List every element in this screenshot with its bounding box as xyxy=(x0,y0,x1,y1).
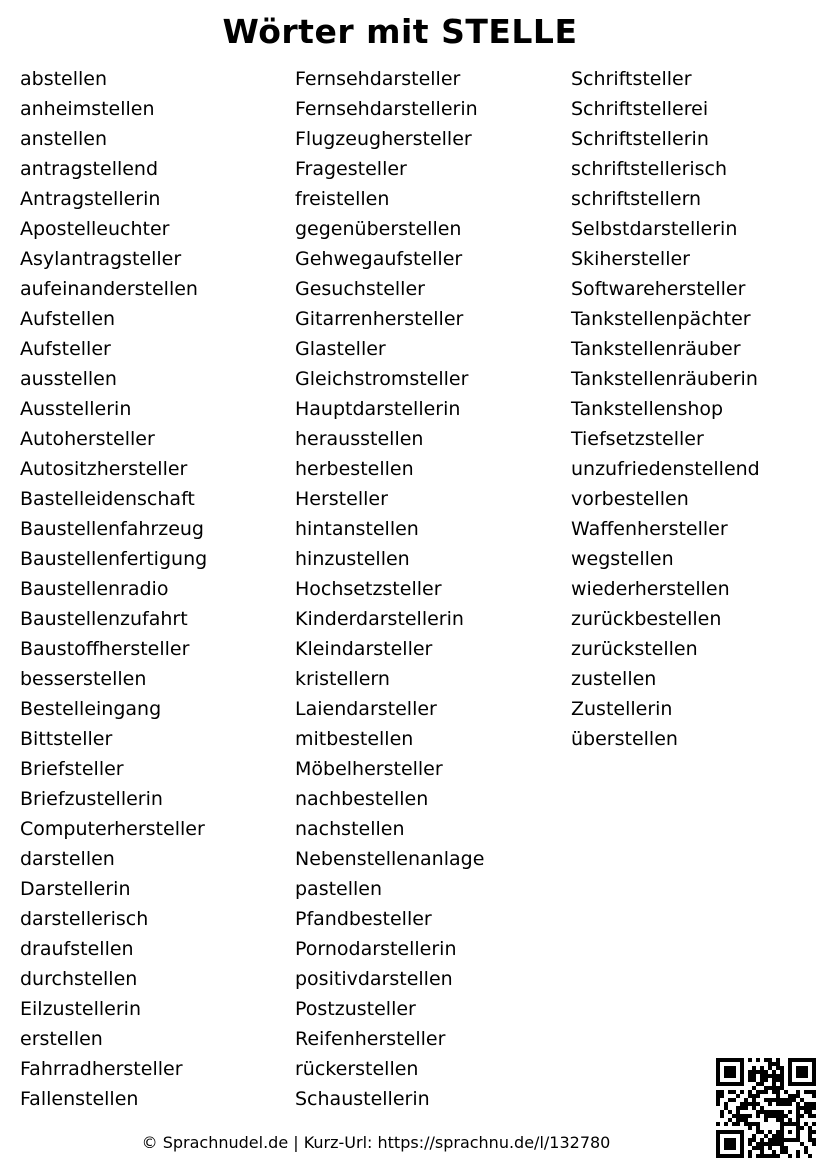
word-item: Flugzeughersteller xyxy=(295,128,472,150)
word-item: nachstellen xyxy=(295,818,405,840)
word-item: Tankstellenshop xyxy=(571,398,724,420)
word-item: gegenüberstellen xyxy=(295,218,462,240)
word-item: Schriftsteller xyxy=(571,68,692,90)
word-item: schriftstellerisch xyxy=(571,158,728,180)
word-item: aufeinanderstellen xyxy=(20,278,198,300)
word-item: Hersteller xyxy=(295,488,388,510)
word-item: Briefzustellerin xyxy=(20,788,163,810)
word-item: Zustellerin xyxy=(571,698,673,720)
word-item: Hochsetzsteller xyxy=(295,578,442,600)
word-item: pastellen xyxy=(295,878,383,900)
word-item: Autohersteller xyxy=(20,428,155,450)
word-item: Gitarrenhersteller xyxy=(295,308,464,330)
word-item: Baustoffhersteller xyxy=(20,638,190,660)
word-item: Baustellenradio xyxy=(20,578,169,600)
word-item: Fallenstellen xyxy=(20,1088,139,1110)
word-item: schriftstellern xyxy=(571,188,702,210)
word-item: Schriftstellerei xyxy=(571,98,709,120)
word-item: Autositzhersteller xyxy=(20,458,188,480)
word-item: Aufsteller xyxy=(20,338,111,360)
word-item: Softwarehersteller xyxy=(571,278,746,300)
word-item: Fahrradhersteller xyxy=(20,1058,183,1080)
word-item: Selbstdarstellerin xyxy=(571,218,738,240)
word-item: Möbelhersteller xyxy=(295,758,443,780)
word-item: wegstellen xyxy=(571,548,674,570)
word-item: nachbestellen xyxy=(295,788,429,810)
word-column-1 xyxy=(20,64,207,1114)
word-item: Fragesteller xyxy=(295,158,407,180)
word-item: Postzusteller xyxy=(295,998,416,1020)
word-item: Baustellenzufahrt xyxy=(20,608,188,630)
word-item: kristellern xyxy=(295,668,390,690)
word-item: anstellen xyxy=(20,128,108,150)
qr-code-icon xyxy=(716,1058,816,1158)
word-item: Antragstellerin xyxy=(20,188,161,210)
word-item: Bastelleidenschaft xyxy=(20,488,195,510)
word-item: Tankstellenräuberin xyxy=(571,368,758,390)
word-item: Computerhersteller xyxy=(20,818,205,840)
word-item: Pfandbesteller xyxy=(295,908,432,930)
word-item: Nebenstellenanlage xyxy=(295,848,485,870)
word-item: Tankstellenpächter xyxy=(571,308,751,330)
word-item: antragstellend xyxy=(20,158,159,180)
word-item: vorbestellen xyxy=(571,488,689,510)
word-item: Ausstellerin xyxy=(20,398,132,420)
word-item: positivdarstellen xyxy=(295,968,453,990)
word-item: Kleindarsteller xyxy=(295,638,433,660)
word-item: Schriftstellerin xyxy=(571,128,709,150)
word-item: Bestelleingang xyxy=(20,698,162,720)
word-item: mitbestellen xyxy=(295,728,414,750)
word-item: Eilzustellerin xyxy=(20,998,141,1020)
word-item: Reifenhersteller xyxy=(295,1028,446,1050)
word-item: Schaustellerin xyxy=(295,1088,430,1110)
word-item: Tankstellenräuber xyxy=(571,338,741,360)
word-item: Asylantragsteller xyxy=(20,248,182,270)
word-item: Darstellerin xyxy=(20,878,131,900)
word-item: Pornodarstellerin xyxy=(295,938,457,960)
word-item: Hauptdarstellerin xyxy=(295,398,461,420)
word-item: hintanstellen xyxy=(295,518,419,540)
word-item: freistellen xyxy=(295,188,390,210)
word-item: Skihersteller xyxy=(571,248,690,270)
word-item: Briefsteller xyxy=(20,758,124,780)
word-item: herausstellen xyxy=(295,428,424,450)
word-item: erstellen xyxy=(20,1028,103,1050)
word-item: darstellerisch xyxy=(20,908,149,930)
word-item: Gesuchsteller xyxy=(295,278,425,300)
word-item: unzufriedenstellend xyxy=(571,458,760,480)
word-item: besserstellen xyxy=(20,668,147,690)
word-column-3 xyxy=(571,64,760,754)
word-item: draufstellen xyxy=(20,938,134,960)
word-item: durchstellen xyxy=(20,968,138,990)
word-item: Fernsehdarsteller xyxy=(295,68,461,90)
word-item: Kinderdarstellerin xyxy=(295,608,464,630)
word-item: herbestellen xyxy=(295,458,414,480)
word-item: hinzustellen xyxy=(295,548,410,570)
word-item: Gleichstromsteller xyxy=(295,368,469,390)
word-item: Apostelleuchter xyxy=(20,218,170,240)
word-item: Gehwegaufsteller xyxy=(295,248,463,270)
word-item: Fernsehdarstellerin xyxy=(295,98,478,120)
word-item: darstellen xyxy=(20,848,115,870)
word-item: überstellen xyxy=(571,728,678,750)
word-item: wiederherstellen xyxy=(571,578,730,600)
page-title: Wörter mit STELLE xyxy=(222,12,578,51)
word-item: abstellen xyxy=(20,68,108,90)
word-item: Aufstellen xyxy=(20,308,116,330)
word-item: Baustellenfertigung xyxy=(20,548,208,570)
word-item: Baustellenfahrzeug xyxy=(20,518,204,540)
word-item: zurückbestellen xyxy=(571,608,722,630)
word-item: Bittsteller xyxy=(20,728,113,750)
word-item: zustellen xyxy=(571,668,657,690)
word-item: Laiendarsteller xyxy=(295,698,437,720)
word-item: rückerstellen xyxy=(295,1058,419,1080)
word-item: ausstellen xyxy=(20,368,117,390)
word-item: Glasteller xyxy=(295,338,386,360)
word-item: anheimstellen xyxy=(20,98,155,120)
word-item: zurückstellen xyxy=(571,638,698,660)
word-item: Waffenhersteller xyxy=(571,518,728,540)
word-item: Tiefsetzsteller xyxy=(571,428,704,450)
footer-credit: © Sprachnudel.de | Kurz-Url: https://sprachnu.de/l/132780 xyxy=(141,1133,611,1152)
word-column-2 xyxy=(295,64,484,1114)
